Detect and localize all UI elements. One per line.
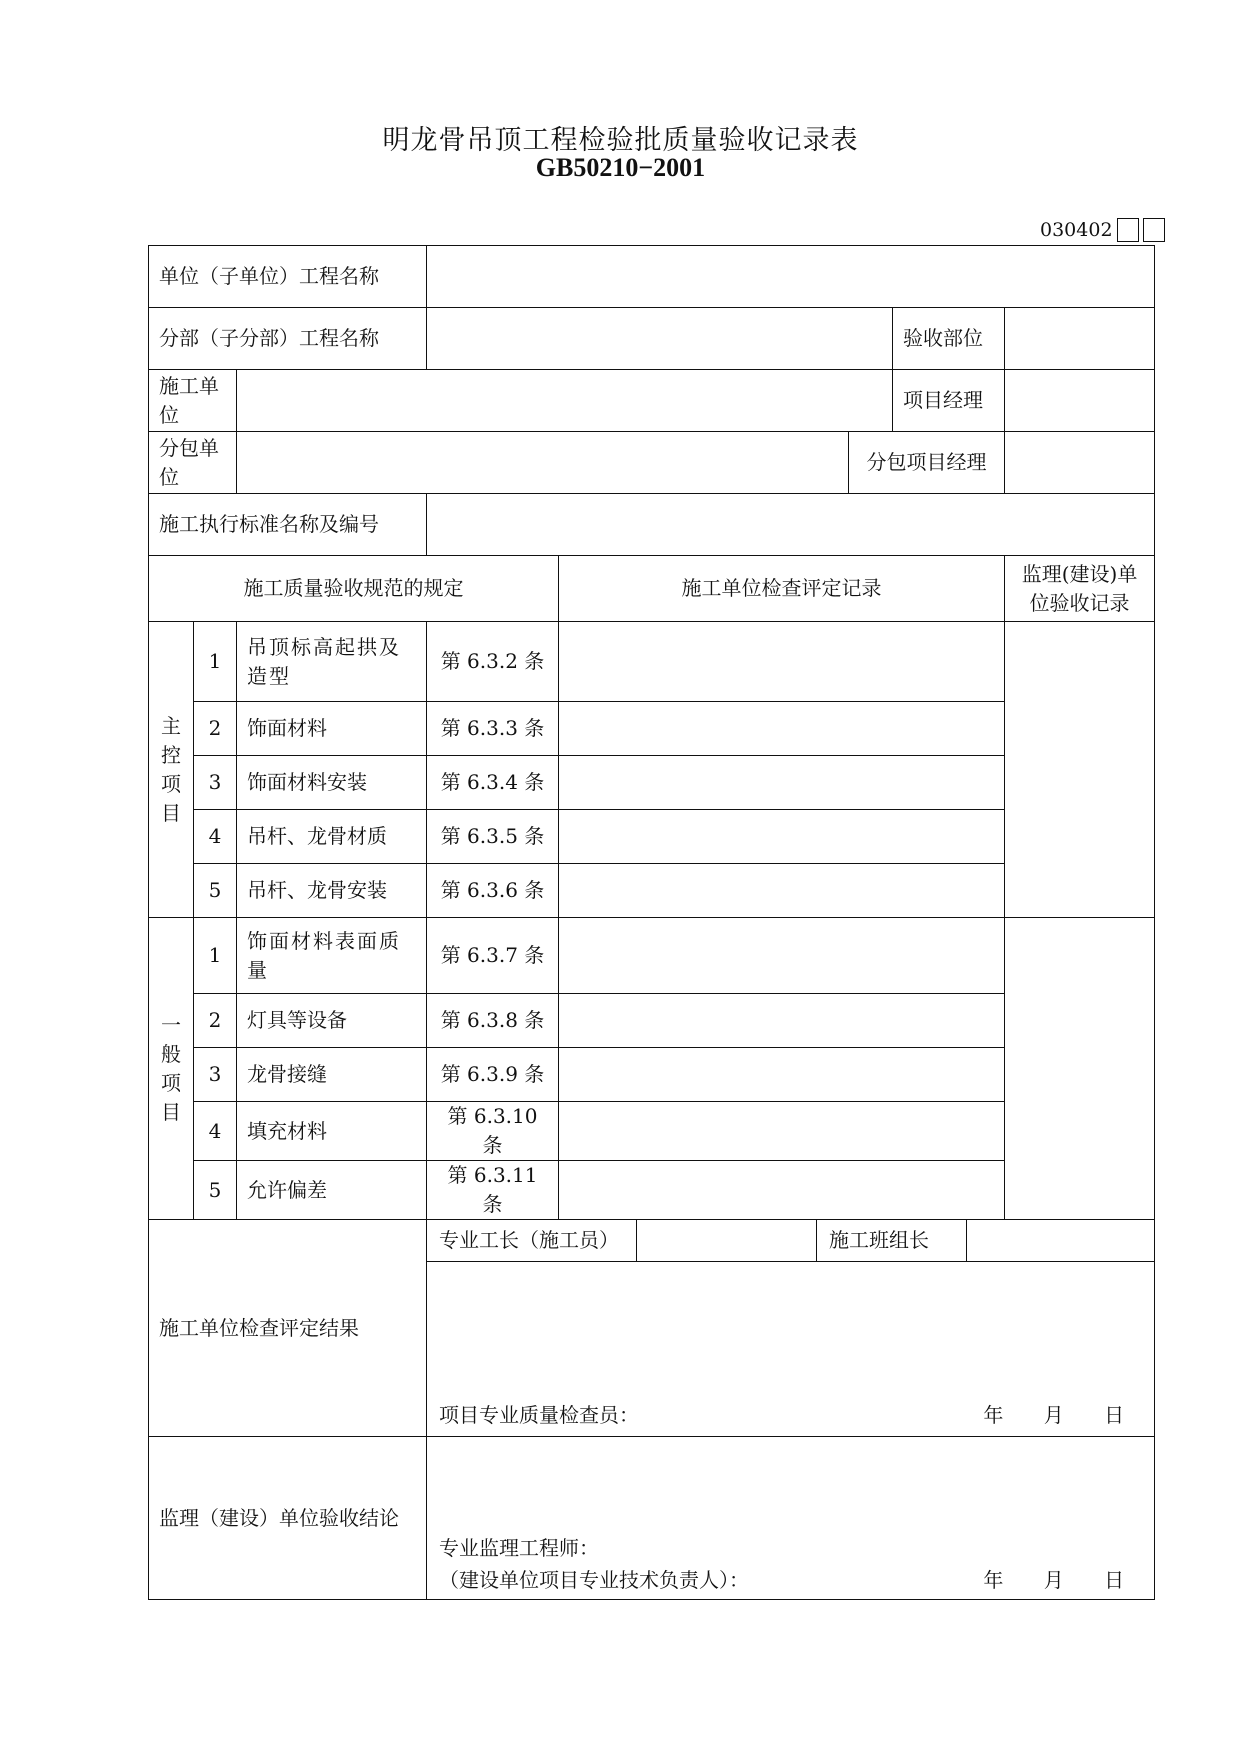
sub-project-field[interactable] [427, 308, 893, 370]
contractor-result-label: 施工单位检查评定结果 [149, 1220, 427, 1437]
main-control-char: 目 [161, 800, 181, 825]
item-number: 2 [194, 702, 237, 756]
project-manager-field[interactable] [1005, 370, 1155, 432]
general-char: 项 [161, 1070, 181, 1095]
item-name: 灯具等设备 [237, 994, 427, 1048]
form-code: 030402 [1040, 219, 1113, 241]
contractor-label: 施工单位 [149, 370, 237, 432]
day-label: 日 [1104, 1568, 1125, 1592]
item-number: 1 [194, 622, 237, 702]
acceptance-part-field[interactable] [1005, 308, 1155, 370]
item-clause: 第 6.3.2 条 [427, 622, 559, 702]
form-code-box-2[interactable] [1143, 218, 1165, 242]
item-number: 2 [194, 994, 237, 1048]
item-name: 饰面材料表面质量 [237, 918, 427, 994]
item-name: 吊杆、龙骨材质 [237, 810, 427, 864]
signature-header-row [427, 1220, 1154, 1262]
contractor-record-cell[interactable] [559, 810, 1005, 864]
year-label: 年 [983, 1403, 1004, 1427]
team-leader-field[interactable] [966, 1220, 1154, 1261]
general-char: 一 [161, 1012, 181, 1037]
item-number: 5 [194, 864, 237, 918]
main-control-char: 主 [161, 713, 181, 738]
date-line [949, 1401, 1124, 1430]
item-name: 吊杆、龙骨安装 [237, 864, 427, 918]
form-title: 明龙骨吊顶工程检验批质量验收记录表 [382, 125, 859, 156]
year-label: 年 [983, 1568, 1004, 1592]
general-char: 般 [161, 1041, 181, 1066]
contractor-record-header: 施工单位检查评定记录 [559, 556, 1005, 622]
item-clause: 第 6.3.7 条 [427, 918, 559, 994]
supervisor-conclusion-cell[interactable] [427, 1437, 1155, 1600]
day-label: 日 [1104, 1403, 1125, 1427]
date-line [949, 1566, 1124, 1595]
item-number: 4 [194, 1102, 237, 1161]
item-number: 5 [194, 1161, 237, 1220]
contractor-record-cell[interactable] [559, 622, 1005, 702]
owner-label: （建设单位项目专业技术负责人）： [439, 1568, 750, 1592]
item-name: 填充材料 [237, 1102, 427, 1161]
item-name: 允许偏差 [237, 1161, 427, 1220]
item-name: 龙骨接缝 [237, 1048, 427, 1102]
sub-project-manager-label: 分包项目经理 [849, 432, 1005, 494]
supervisor-record-header-line1: 监理(建设)单 [1021, 561, 1138, 586]
inspector-sign-line [439, 1401, 1124, 1430]
item-name: 饰面材料安装 [237, 756, 427, 810]
item-clause: 第 6.3.8 条 [427, 994, 559, 1048]
item-clause: 第 6.3.5 条 [427, 810, 559, 864]
main-control-char: 控 [161, 742, 181, 767]
item-clause: 第 6.3.10 条 [427, 1102, 559, 1161]
unit-project-label: 单位（子单位）工程名称 [149, 246, 427, 308]
standard-code: GB50210−2001 [535, 153, 706, 182]
contractor-record-cell[interactable] [559, 864, 1005, 918]
team-leader-label: 施工班组长 [816, 1220, 966, 1261]
form-code-box-1[interactable] [1117, 218, 1139, 242]
item-name: 饰面材料 [237, 702, 427, 756]
contractor-record-cell[interactable] [559, 1102, 1005, 1161]
item-clause: 第 6.3.6 条 [427, 864, 559, 918]
main-control-char: 项 [161, 771, 181, 796]
standard-label: 施工执行标准名称及编号 [149, 494, 427, 556]
item-name: 吊顶标高起拱及造型 [237, 622, 427, 702]
contractor-record-cell[interactable] [559, 1161, 1005, 1220]
contractor-record-cell[interactable] [559, 702, 1005, 756]
inspector-label: 项目专业质量检查员： [439, 1403, 640, 1427]
supervisor-record-cell-main[interactable] [1005, 622, 1155, 918]
contractor-record-cell[interactable] [559, 1048, 1005, 1102]
general-char: 目 [161, 1099, 181, 1124]
acceptance-record-table [148, 245, 1155, 1600]
item-number: 4 [194, 810, 237, 864]
supervisor-record-header [1005, 556, 1155, 622]
item-clause: 第 6.3.4 条 [427, 756, 559, 810]
contractor-record-cell[interactable] [559, 994, 1005, 1048]
item-clause: 第 6.3.11 条 [427, 1161, 559, 1220]
item-number: 3 [194, 1048, 237, 1102]
engineer-label: 专业监理工程师： [439, 1536, 600, 1560]
month-label: 月 [1043, 1568, 1064, 1592]
contractor-field[interactable] [237, 370, 893, 432]
contractor-record-cell[interactable] [559, 918, 1005, 994]
unit-project-field[interactable] [427, 246, 1155, 308]
acceptance-part-label: 验收部位 [893, 308, 1005, 370]
sub-project-label: 分部（子分部）工程名称 [149, 308, 427, 370]
owner-sign-line [439, 1566, 1124, 1595]
form-code-area [1040, 217, 1165, 243]
foreman-label: 专业工长（施工员） [439, 1228, 620, 1252]
contractor-record-cell[interactable] [559, 756, 1005, 810]
item-number: 1 [194, 918, 237, 994]
item-clause: 第 6.3.9 条 [427, 1048, 559, 1102]
general-group-label [149, 918, 194, 1220]
sub-project-manager-field[interactable] [1005, 432, 1155, 494]
subcontractor-label: 分包单位 [149, 432, 237, 494]
item-clause: 第 6.3.3 条 [427, 702, 559, 756]
standard-field[interactable] [427, 494, 1155, 556]
supervisor-record-cell-general[interactable] [1005, 918, 1155, 1220]
project-manager-label: 项目经理 [893, 370, 1005, 432]
supervisor-conclusion-label: 监理（建设）单位验收结论 [149, 1437, 427, 1600]
main-control-group-label [149, 622, 194, 918]
item-number: 3 [194, 756, 237, 810]
contractor-result-cell [427, 1220, 1155, 1437]
month-label: 月 [1043, 1403, 1064, 1427]
spec-column-header: 施工质量验收规范的规定 [149, 556, 559, 622]
subcontractor-field[interactable] [237, 432, 849, 494]
foreman-field[interactable] [636, 1220, 816, 1261]
supervisor-record-header-line2: 位验收记录 [1029, 590, 1130, 615]
